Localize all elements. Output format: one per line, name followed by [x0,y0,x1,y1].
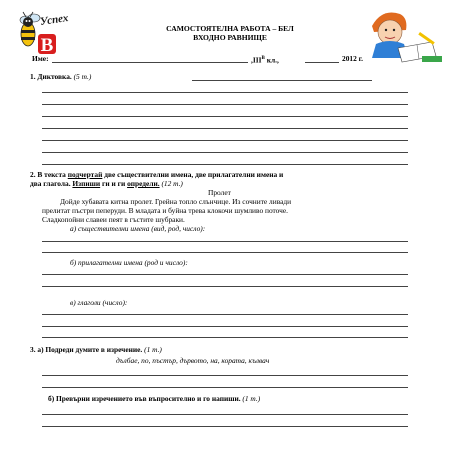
dictation-line[interactable] [42,116,408,117]
dictation-line[interactable] [42,140,408,141]
answer-line[interactable] [42,387,408,388]
year-label: 2012 г. [342,54,363,63]
logo-text: Успех [39,12,70,28]
worksheet-subtitle: ВХОДНО РАВНИЩЕ [193,33,267,42]
name-label: Име: [32,54,49,63]
reading-text-line: прелитат пъстри пеперуди. В младата и буйна трева клокочи шумливо поточе. [42,206,289,215]
student-illustration [362,8,444,64]
reading-text-line: Дойде хубавата китна пролет. Грейна топло слънчице. Из сочните ливади [60,197,292,206]
answer-line[interactable] [42,375,408,376]
class-label: $,III^В$ кл., [251,55,279,65]
worksheet-title: САМОСТОЯТЕЛНА РАБОТА – БЕЛ [166,24,294,33]
answer-line[interactable] [42,314,408,315]
dictation-line[interactable] [42,92,408,93]
dictation-line[interactable] [42,152,408,153]
date-field[interactable] [305,62,339,63]
task-c-label: в) глаголи (число): [70,298,128,307]
answer-line[interactable] [42,414,408,415]
name-field[interactable] [52,62,248,63]
section3b-heading: б) Превърни изречението във въпросително и го напиши. (1 т.) [48,394,261,403]
dictation-line[interactable] [42,164,408,165]
answer-line[interactable] [42,252,408,253]
reading-text-line: Сладкопойни славеи пеят в гъстите шубраки. [42,215,185,224]
dictation-line[interactable] [42,128,408,129]
school-logo [12,10,90,56]
dictation-line[interactable] [42,104,408,105]
section1-heading: 1. Диктовка. (5 т.) [30,72,92,81]
task-a-label: а) съществителни имена (вид, род, число): [70,224,206,233]
answer-line[interactable] [42,326,408,327]
answer-line[interactable] [42,241,408,242]
section2-heading-line1: 2. В текста подчертай две съществителни имена, две прилагателни имена и [30,170,284,179]
scrambled-words: дълбае, по, пъстър, дървото, на, кората, кълвач [116,356,270,365]
dictation-line[interactable] [192,80,372,81]
section3a-heading: 3. а) Подреди думите в изречение. (1 т.) [30,345,162,354]
answer-line[interactable] [42,286,408,287]
poem-title: Пролет [208,188,231,197]
answer-line[interactable] [42,337,408,338]
logo-letter: B [40,35,54,56]
answer-line[interactable] [42,274,408,275]
boy-writing-icon [362,8,444,64]
section2-heading-line2: два глагола. Изпиши ги и ги определи. (12 т.) [30,179,183,188]
answer-line[interactable] [42,426,408,427]
task-b-label: б) прилагателни имена (род и число): [70,258,188,267]
